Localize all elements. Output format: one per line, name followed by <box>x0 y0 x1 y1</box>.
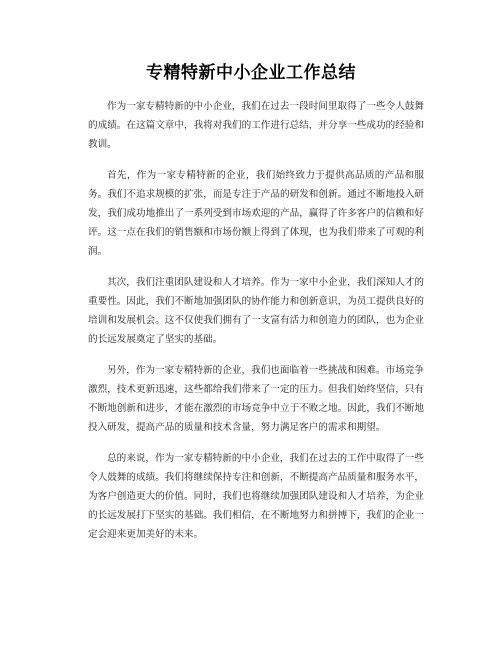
paragraph-conclusion: 总的来说，作为一家专精特新的中小企业，我们在过去的工作中取得了一些令人鼓舞的成绩。我们将继续保持专注和创新，不断提高产品质量和服务水平，为客户创造更大的价值。同时，我们也将继续加强团队建设和人才培养，为企业的长远发展打下坚实的基础。我们相信，在不断地努力和拼搏下，我们的企业一定会迎来更加美好的未来。 <box>88 453 424 540</box>
paragraph-products: 首先，作为一家专精特新的企业，我们始终致力于提供高品质的产品和服务。我们不追求规模的扩张，而是专注于产品的研发和创新。通过不断地投入研发，我们成功地推出了一系列受到市场欢迎的产品，赢得了许多客户的信赖和好评。这一点在我们的销售额和市场份额上得到了体现，也为我们带来了可观的利润。 <box>88 170 424 257</box>
document-body <box>88 97 424 556</box>
paragraph-team: 其次，我们注重团队建设和人才培养。作为一家中小企业，我们深知人才的重要性。因此，我们不断地加强团队的协作能力和创新意识，为员工提供良好的培训和发展机会。这不仅使我们拥有了一支富有活力和创造力的团队，也为企业的长远发展奠定了坚实的基础。 <box>88 277 424 345</box>
paragraph-challenges: 另外，作为一家专精特新的企业，我们也面临着一些挑战和困难。市场竞争激烈，技术更新迅速，这些都给我们带来了一定的压力。但我们始终坚信，只有不断地创新和进步，才能在激烈的市场竞争中立于不败之地。因此，我们不断地投入研发，提高产品的质量和技术含量，努力满足客户的需求和期望。 <box>88 365 424 433</box>
document-title: 专精特新中小企业工作总结 <box>146 63 356 83</box>
paragraph-intro: 作为一家专精特新的中小企业，我们在过去一段时间里取得了一些令人鼓舞的成绩。在这篇文章中，我将对我们的工作进行总结，并分享一些成功的经验和教训。 <box>88 101 424 150</box>
